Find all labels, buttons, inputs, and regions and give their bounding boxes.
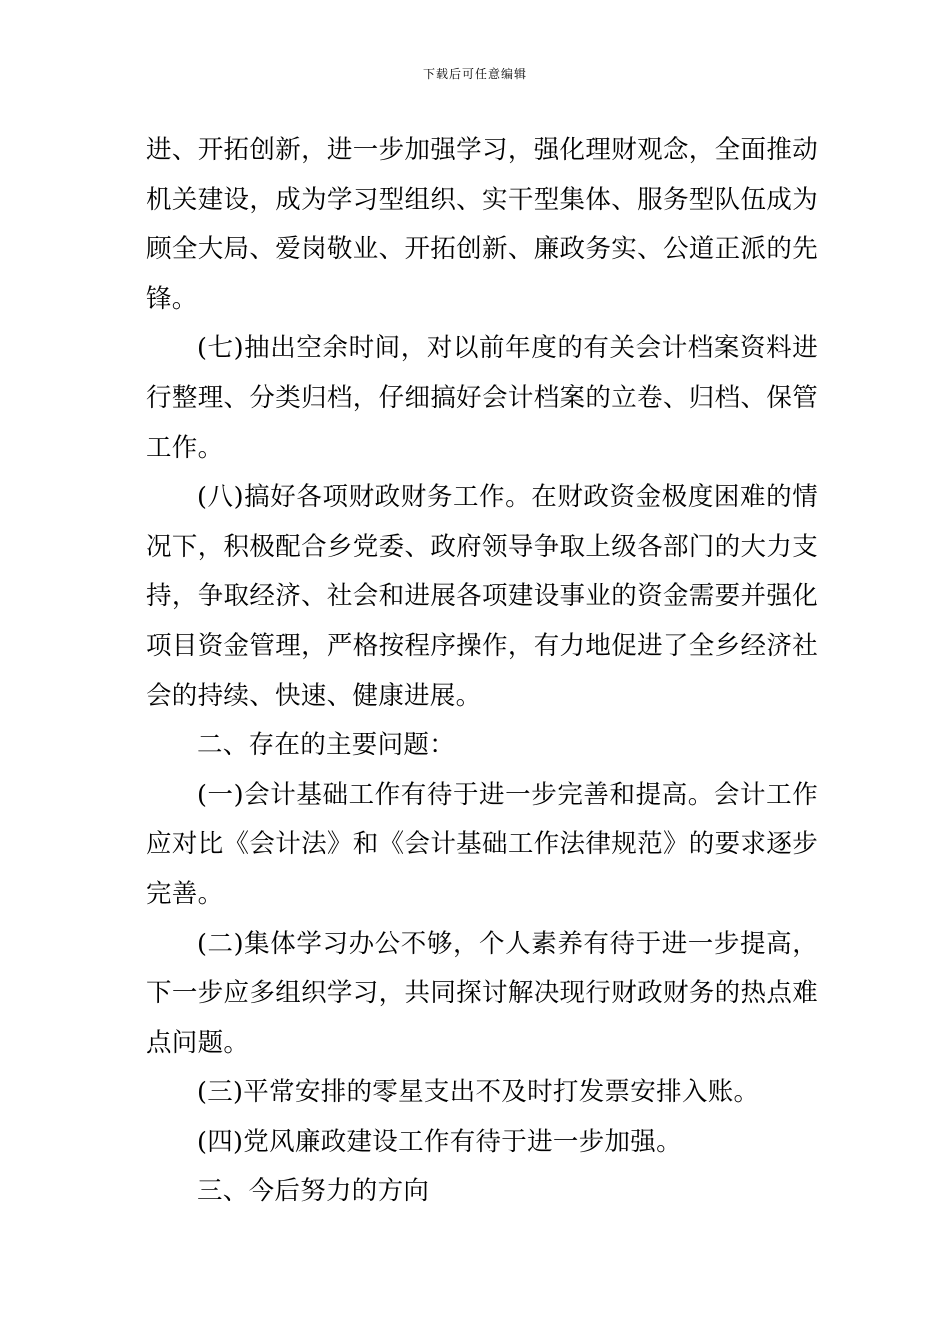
- paragraph-continuation: 进、开拓创新，进一步加强学习，强化理财观念，全面推动机关建设，成为学习型组织、实干型集体、服务型队伍成为顾全大局、爱岗敬业、开拓创新、廉政务实、公道正派的先锋。: [146, 135, 818, 314]
- document-body: [146, 126, 818, 1217]
- paragraph-problem-2: (二)集体学习办公不够，个人素养有待于进一步提高，下一步应多组织学习，共同探讨解决现行财政财务的热点难点问题。: [146, 928, 818, 1058]
- page-header-watermark: 下载后可任意编辑: [422, 67, 527, 81]
- paragraph-problem-1: (一)会计基础工作有待于进一步完善和提高。会计工作应对比《会计法》和《会计基础工作法律规范》的要求逐步完善。: [146, 779, 818, 909]
- section-heading-direction: 三、今后努力的方向: [197, 1176, 430, 1207]
- section-heading-problems: 二、存在的主要问题：: [197, 730, 456, 761]
- paragraph-problem-4: (四)党风廉政建设工作有待于进一步加强。: [197, 1126, 682, 1157]
- paragraph-item-8: (八)搞好各项财政财务工作。在财政资金极度困难的情况下，积极配合乡党委、政府领导争取上级各部门的大力支持，争取经济、社会和进展各项建设事业的资金需要并强化项目资金管理，严格按程序操作，有力地促进了全乡经济社会的持续、快速、健康进展。: [146, 482, 818, 711]
- paragraph-item-7: (七)抽出空余时间，对以前年度的有关会计档案资料进行整理、分类归档，仔细搞好会计档案的立卷、归档、保管工作。: [146, 333, 818, 463]
- paragraph-problem-3: (三)平常安排的零星支出不及时打发票安排入账。: [197, 1077, 760, 1108]
